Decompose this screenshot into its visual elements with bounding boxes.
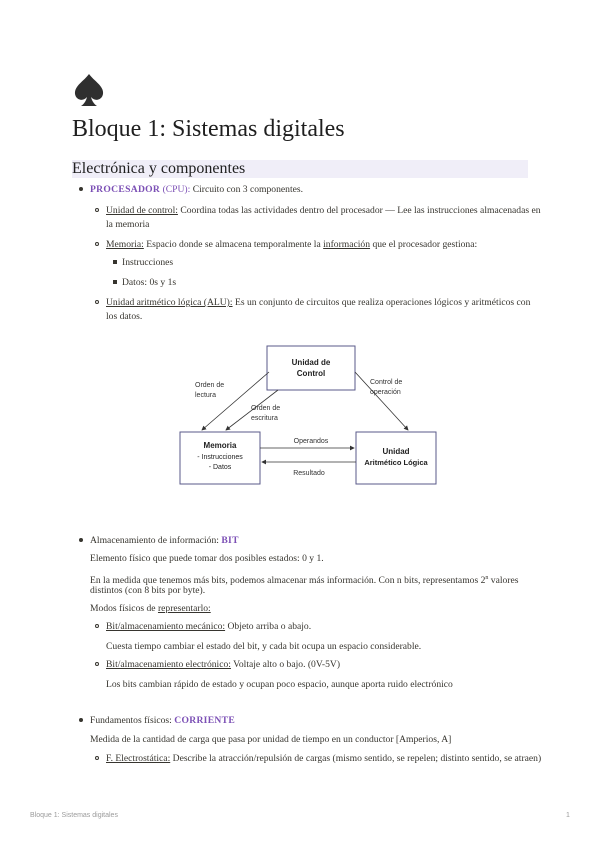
modos-line: [90, 602, 211, 615]
informacion-link[interactable]: información: [323, 239, 371, 250]
label-orden-escritura-2: escritura: [251, 415, 278, 422]
uc-text-2: Control: [296, 369, 326, 378]
bullet: [79, 187, 83, 191]
memoria-sub-item: Datos: 0s y 1s: [122, 277, 177, 288]
bullet: [113, 260, 117, 264]
label-control-operacion-2: operación: [370, 389, 401, 396]
electronico-desc: Voltaje alto o bajo. (0V-5V): [233, 659, 341, 670]
memoria-text-1: Memoria: [203, 441, 237, 450]
bits-paragraph-b: valores: [488, 575, 519, 587]
bits-paragraph-a: En la medida que tenemos más bits, podemos almacenar más información. Con n bits, representamos 2: [90, 575, 486, 587]
bullet: [79, 538, 83, 542]
procesador-line: [90, 183, 303, 196]
alu-line: [106, 296, 530, 309]
label-orden-escritura-1: Orden de: [251, 405, 281, 412]
modos-text: Modos físicos de: [90, 603, 156, 614]
fundamentos-label: Fundamentos físicos:: [90, 715, 172, 726]
electronico-line: [106, 658, 340, 671]
procesador-abbr: (CPU):: [162, 184, 191, 195]
bits-superscript: n: [485, 575, 489, 581]
cpu-diagram: [178, 344, 438, 486]
memoria-text-2: - Instrucciones: [197, 454, 243, 461]
electrostatica-line: [106, 752, 541, 765]
bullet: [95, 208, 99, 212]
alu-desc-1: Es un conjunto de circuitos que realiza operaciones lógicos y aritméticos con: [234, 297, 531, 308]
alu-text-1: Unidad: [382, 447, 410, 456]
memoria-desc-2: que el procesador gestiona:: [372, 239, 478, 250]
label-operandos: Operandos: [293, 438, 329, 445]
electronico-note: Los bits cambian rápido de estado y ocupan poco espacio, aunque aporta ruido electrónico: [106, 679, 453, 690]
electrostatica-label: F. Electrostática:: [106, 753, 171, 764]
control-label: Unidad de control:: [106, 205, 178, 216]
mecanico-line: [106, 620, 311, 633]
control-line: [106, 204, 541, 217]
memoria-label: Memoria:: [106, 239, 144, 250]
electrostatica-desc: Describe la atracción/repulsión de cargas (mismo sentido, se repelen; distinto sentido, se atraen): [172, 753, 542, 764]
almacenamiento-line: [90, 534, 239, 547]
memoria-sub-item: Instrucciones: [122, 257, 174, 268]
bullet: [79, 718, 83, 722]
control-desc-2: la memoria: [106, 219, 150, 230]
control-desc: Coordina todas las actividades dentro del procesador — Lee las instrucciones almacenadas en: [180, 205, 541, 216]
electronico-label: Bit/almacenamiento electrónico:: [106, 659, 231, 670]
spade-icon: [72, 72, 106, 108]
mecanico-note: Cuesta tiempo cambiar el estado del bit, y cada bit ocupa un espacio considerable.: [106, 641, 422, 652]
label-resultado: Resultado: [293, 470, 325, 477]
footer-title: Bloque 1: Sistemas digitales: [30, 812, 118, 819]
bullet: [95, 756, 99, 760]
alu-text-2: Aritmético Lógica: [364, 458, 428, 467]
alu-desc-2: los datos.: [106, 311, 143, 322]
section-heading: Electrónica y componentes: [72, 160, 246, 177]
bullet: [95, 300, 99, 304]
page-title: Bloque 1: Sistemas digitales: [72, 116, 345, 142]
uc-box: [267, 346, 355, 390]
memoria-desc-1: Espacio donde se almacena temporalmente la: [146, 239, 321, 250]
bullet: [95, 624, 99, 628]
procesador-label: PROCESADOR: [90, 184, 161, 195]
mecanico-label: Bit/almacenamiento mecánico:: [106, 621, 226, 632]
bits-paragraph-c: distintos (con 8 bits por byte).: [90, 585, 206, 596]
uc-text-1: Unidad de: [291, 358, 331, 367]
fundamentos-line: [90, 714, 235, 727]
representarlo-link[interactable]: representarlo:: [157, 603, 211, 614]
corriente-definition: Medida de la cantidad de carga que pasa por unidad de tiempo en un conductor [Amperios, A]: [90, 734, 452, 745]
label-orden-lectura-2: lectura: [195, 392, 217, 399]
bullet: [113, 280, 117, 284]
bullet: [95, 662, 99, 666]
procesador-desc: Circuito con 3 componentes.: [192, 184, 304, 195]
bullet: [95, 242, 99, 246]
memoria-line: [106, 238, 477, 251]
memoria-text-3: - Datos: [208, 464, 232, 471]
bit-label: BIT: [221, 535, 239, 546]
corriente-label: CORRIENTE: [174, 715, 236, 726]
bit-definition: Elemento físico que puede tomar dos posibles estados: 0 y 1.: [90, 553, 324, 564]
mecanico-desc: Objeto arriba o abajo.: [227, 621, 312, 632]
label-orden-lectura-1: Orden de: [195, 382, 225, 389]
page-number: 1: [566, 812, 570, 819]
label-control-operacion-1: Control de: [370, 379, 403, 386]
alu-label: Unidad aritmético lógica (ALU):: [106, 297, 233, 308]
almacenamiento-label: Almacenamiento de información:: [90, 535, 219, 546]
